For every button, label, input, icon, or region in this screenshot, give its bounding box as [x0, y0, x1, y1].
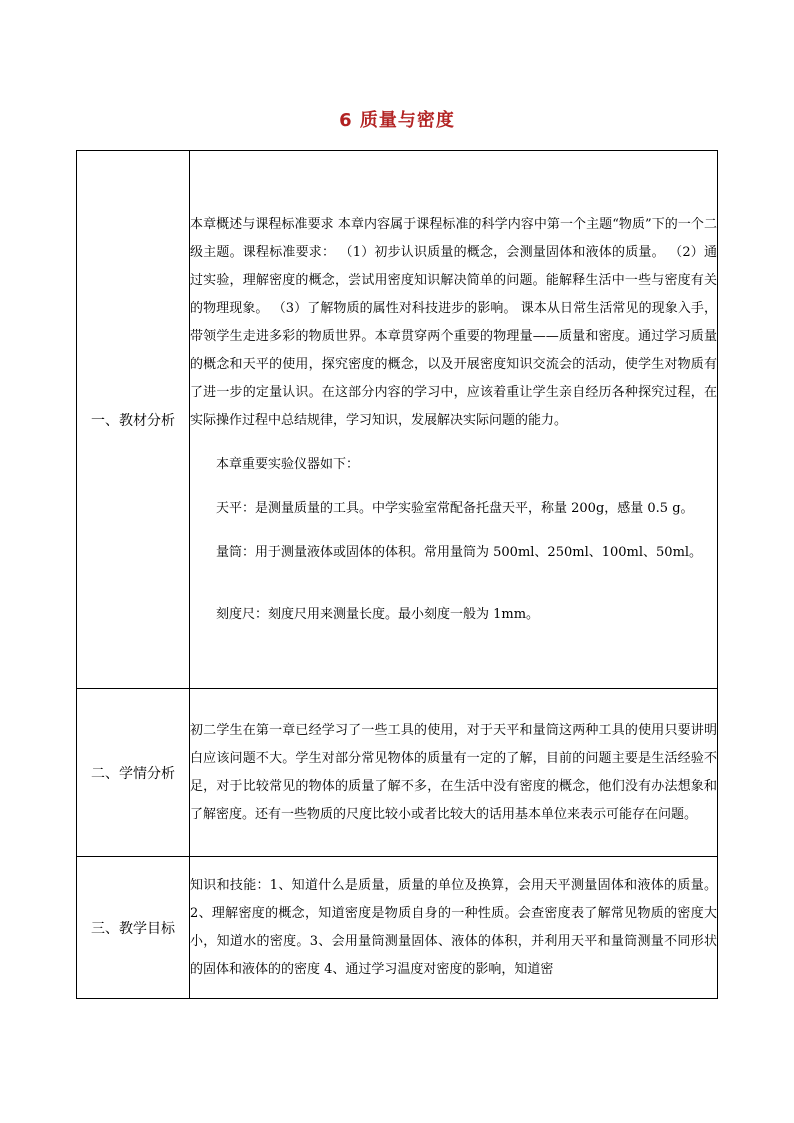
row-content-student-analysis: 初二学生在第一章已经学习了一些工具的使用，对于天平和量筒这两种工具的使用只要讲明白应该问题不大。学生对部分常见物体的质量有一定的了解，目前的问题主要是生活经验不足，对于比较常见的物体的质量了解不多，在生活中没有密度的概念，他们没有办法想象和了解密度。还有一些物质的尺度比较小或者比较大的话用基本单位来表示可能存在问题。	[190, 689, 718, 857]
row-label-teaching-objectives: 三、教学目标	[77, 857, 190, 999]
cylinder-paragraph: 量筒：用于测量液体或固体的体积。常用量筒为 500ml、250ml、100ml、50ml。	[216, 544, 703, 560]
chapter-overview-paragraph: 本章概述与课程标准要求 本章内容属于课程标准的科学内容中第一个主题“物质”下的一个二级主题。课程标准要求： （1）初步认识质量的概念，会测量固体和液体的质量。 （2）通过实验，理解密度的概念，尝试用密度知识解决简单的问题。能解释生活中一些与密度有关的物理现象。 （3）了解物质的属性对科技进步的影响。 课本从日常生活常见的现象入手，带领学生走进多彩的物质世界。本章贯穿两个重要的物理量——质量和密度。通过学习质量的概念和天平的使用，探究密度的概念，以及开展密度知识交流会的活动，使学生对物质有了进一步的定量认识。在这部分内容的学习中，应该着重让学生亲自经历各种探究过程，在实际操作过程中总结规律，学习知识，发展解决实际问题的能力。	[190, 216, 717, 428]
row-content-teaching-objectives: 知识和技能：1、知道什么是质量，质量的单位及换算，会用天平测量固体和液体的质量。2、理解密度的概念，知道密度是物质自身的一种性质。会查密度表了解常见物质的密度大小，知道水的密度。3、会用量筒测量固体、液体的体积，并利用天平和量筒测量不同形状的固体和液体的的密度 4、通过学习温度对密度的影响，知道密	[190, 857, 718, 999]
row-label-textbook-analysis: 一、教材分析	[77, 151, 190, 689]
balance-paragraph: 天平：是测量质量的工具。中学实验室常配备托盘天平，称量 200g，感量 0.5 g。	[216, 500, 694, 516]
table-row-teaching-objectives	[77, 857, 718, 999]
page-title: 6 质量与密度	[339, 110, 455, 131]
table-row-textbook-analysis	[77, 151, 718, 689]
table-row-student-analysis	[77, 689, 718, 857]
row-content-textbook-analysis	[190, 151, 718, 689]
row-label-student-analysis: 二、学情分析	[77, 689, 190, 857]
ruler-paragraph: 刻度尺：刻度尺用来测量长度。最小刻度一般为 1mm。	[216, 606, 540, 622]
lesson-plan-table	[76, 150, 718, 999]
instruments-heading: 本章重要实验仪器如下：	[216, 456, 360, 472]
